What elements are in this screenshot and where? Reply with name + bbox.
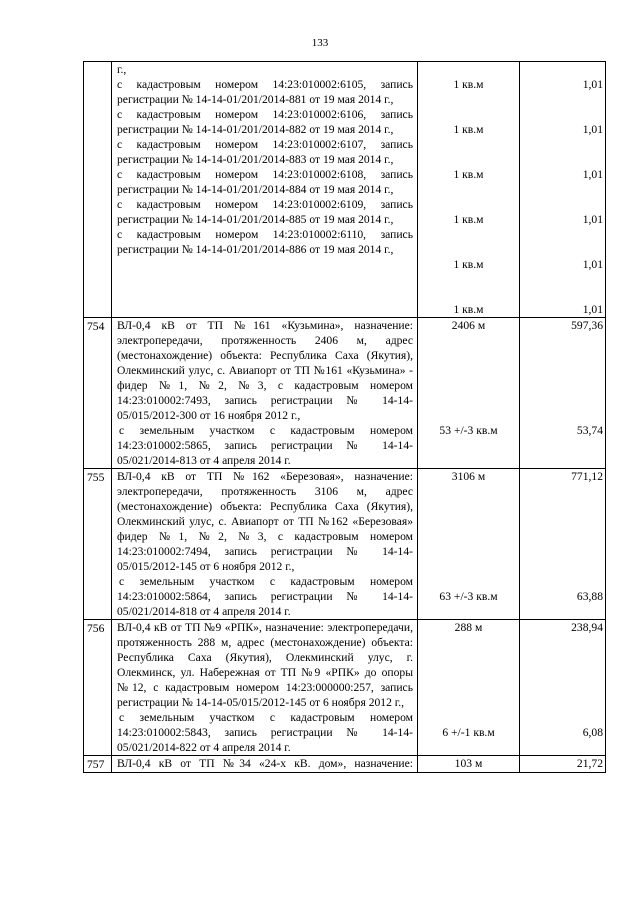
- object-length: 288 м: [454, 621, 483, 634]
- parcel-area: 1 кв.м: [453, 123, 484, 136]
- table-row: [84, 756, 606, 773]
- land-plot-description: с земельным участком с кадастровым номером 14:23:010002:5843, запись регистрации № 14-14-05/021/2014-822 от 4 апреля 2014 г.: [117, 711, 413, 754]
- parcel-value: 1,01: [582, 123, 603, 136]
- row-number-cell: 754: [84, 318, 112, 469]
- value-cell: [520, 620, 606, 756]
- object-value: 21,72: [576, 757, 603, 770]
- parcel-value: 1,01: [582, 303, 603, 316]
- value-cell: [520, 62, 606, 318]
- land-plot-description: с земельным участком с кадастровым номером 14:23:010002:5865, запись регистрации № 14-14-05/021/2014-813 от 4 апреля 2014 г.: [117, 424, 413, 467]
- object-length: 3106 м: [451, 470, 486, 483]
- value-cell: [520, 318, 606, 469]
- parcel-value: 1,01: [582, 258, 603, 271]
- description-cell: [112, 469, 418, 620]
- parcel-area: 1 кв.м: [453, 168, 484, 181]
- parcel-entry: с кадастровым номером 14:23:010002:6105, запись регистрации № 14-14-01/201/2014-881 от 19 мая 2014 г.,: [117, 78, 413, 106]
- object-value: 771,12: [571, 470, 603, 483]
- continuation-lead: г.,: [117, 63, 127, 76]
- object-length: 2406 м: [451, 319, 486, 332]
- land-value: 63,88: [576, 590, 603, 603]
- description-cell: [112, 62, 418, 318]
- parcel-entry: с кадастровым номером 14:23:010002:6109, запись регистрации № 14-14-01/201/2014-885 от 19 мая 2014 г.,: [117, 198, 413, 226]
- description-cell: [112, 756, 418, 773]
- area-cell: [418, 62, 520, 318]
- object-description: ВЛ-0,4 кВ от ТП №9 «РПК», назначение: электропередачи, протяженность 288 м, адрес (местонахождение) объекта: Республика Саха (Якутия), Олекминский улус, г. Олекминск, ул. Набережная от ТП №9 «РПК» до опоры №12, с кадастровым номером 14:23:000000:257, запись регистрации № 14-14-05/015/2012-145 от 6 ноября 2012 г.,: [117, 621, 413, 709]
- area-cell: [418, 318, 520, 469]
- table-row-continuation: [84, 62, 606, 318]
- table-row: [84, 620, 606, 756]
- property-register-table: [83, 61, 606, 773]
- object-value: 238,94: [571, 621, 603, 634]
- parcel-entry: с кадастровым номером 14:23:010002:6110, запись регистрации № 14-14-01/201/2014-886 от 19 мая 2014 г.,: [117, 228, 413, 256]
- parcel-area: 1 кв.м: [453, 258, 484, 271]
- object-description: ВЛ-0,4 кВ от ТП №162 «Березовая», назначение: электропередачи, протяженность 3106 м, адрес (местонахождение) объекта: Республика Саха (Якутия), Олекминский улус, с. Авиапорт от ТП №162 «Березовая» фидер №1, №2, №3, с кадастровым номером 14:23:010002:7494, запись регистрации № 14-14-05/015/2012-145 от 6 ноября 2012 г.,: [117, 470, 413, 573]
- description-cell: [112, 318, 418, 469]
- parcel-area: 1 кв.м: [453, 303, 484, 316]
- object-description: ВЛ-0,4 кВ от ТП №34 «24-х кВ. дом», назначение:: [117, 757, 413, 770]
- table-row: [84, 469, 606, 620]
- parcel-area: 1 кв.м: [453, 78, 484, 91]
- row-number-cell: 755: [84, 469, 112, 620]
- land-area: 6 +/-1 кв.м: [442, 726, 495, 739]
- parcel-entry: с кадастровым номером 14:23:010002:6106, запись регистрации № 14-14-01/201/2014-882 от 19 мая 2014 г.,: [117, 108, 413, 136]
- land-value: 6,08: [582, 726, 603, 739]
- parcel-value: 1,01: [582, 78, 603, 91]
- value-cell: [520, 756, 606, 773]
- object-length: 103 м: [454, 757, 483, 770]
- area-cell: [418, 469, 520, 620]
- land-area: 53 +/-3 кв.м: [439, 424, 498, 437]
- row-number-cell: 756: [84, 620, 112, 756]
- land-plot-description: с земельным участком с кадастровым номером 14:23:010002:5864, запись регистрации № 14-14-05/021/2014-818 от 4 апреля 2014 г.: [117, 575, 413, 618]
- parcel-entry: с кадастровым номером 14:23:010002:6108, запись регистрации № 14-14-01/201/2014-884 от 19 мая 2014 г.,: [117, 168, 413, 196]
- land-area: 63 +/-3 кв.м: [439, 590, 498, 603]
- page-number: 133: [311, 37, 329, 49]
- parcel-value: 1,01: [582, 168, 603, 181]
- parcel-area: 1 кв.м: [453, 213, 484, 226]
- description-cell: [112, 620, 418, 756]
- row-number-cell: 757: [84, 756, 112, 773]
- area-cell: [418, 620, 520, 756]
- table-row: [84, 318, 606, 469]
- parcel-value: 1,01: [582, 213, 603, 226]
- row-number-cell: [84, 62, 112, 318]
- area-cell: [418, 756, 520, 773]
- object-value: 597,36: [571, 319, 603, 332]
- land-value: 53,74: [576, 424, 603, 437]
- parcel-entry: с кадастровым номером 14:23:010002:6107, запись регистрации № 14-14-01/201/2014-883 от 19 мая 2014 г.,: [117, 138, 413, 166]
- object-description: ВЛ-0,4 кВ от ТП №161 «Кузьмина», назначение: электропередачи, протяженность 2406 м, адрес (местонахождение) объекта: Республика Саха (Якутия), Олекминский улус, с. Авиапорт от ТП №161 «Кузьмина» - фидер №1, №2, №3, с кадастровым номером 14:23:010002:7493, запись регистрации № 14-14-05/015/2012-300 от 16 ноября 2012 г.,: [117, 319, 413, 422]
- value-cell: [520, 469, 606, 620]
